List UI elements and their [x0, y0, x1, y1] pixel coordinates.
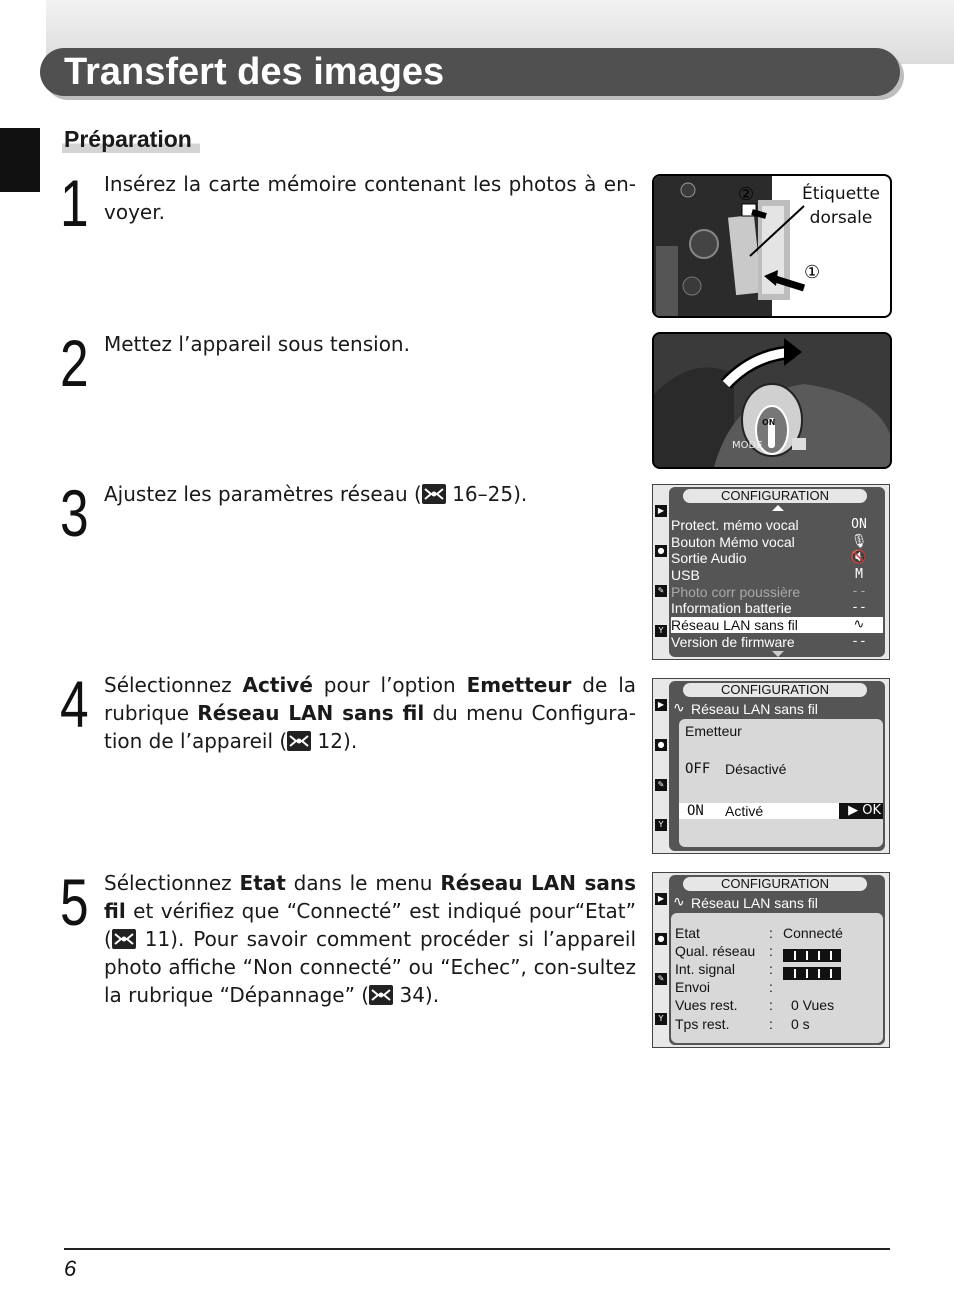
chapter-tab	[0, 128, 40, 192]
setup-tab-icon: Y	[655, 1013, 667, 1025]
setup-tab-icon: Y	[655, 819, 667, 831]
section-heading: Préparation	[62, 126, 200, 153]
frames-value: 0 Vues	[791, 997, 835, 1013]
lcd-screen	[669, 875, 885, 1045]
signal-bars	[783, 963, 841, 982]
camera-card-photo	[652, 174, 892, 318]
time-label: Tps rest.	[675, 1016, 730, 1032]
shooting-tab-icon: ●	[655, 933, 667, 945]
page-ref-icon	[422, 484, 446, 504]
signal-sep: :	[769, 961, 773, 977]
playback-tab-icon: ▶	[655, 699, 667, 711]
menu-row[interactable]: USB M	[671, 567, 863, 583]
menu-row[interactable]: Bouton Mémo vocal 🎙	[671, 534, 868, 550]
scroll-down-icon	[772, 651, 784, 657]
opt-off-label[interactable]: Désactivé	[725, 761, 787, 777]
wireless-icon: ∿	[673, 893, 685, 909]
playback-tab-icon: ▶	[655, 505, 667, 517]
step-number-3: 3	[60, 476, 89, 550]
signal-label: Int. signal	[675, 961, 735, 977]
menu-row[interactable]: Information batterie --	[671, 600, 867, 616]
step-text-5: Sélectionnez Etat dans le menu Réseau LAN sans fil et vérifiez que “Connecté” est indiqué pour“Etat” ( 11). Pour savoir comment procéder si l’appareil photo affiche “Non connecté” ou “Echec”, con-sultez la rubrique “Dépannage” ( 34).	[104, 871, 636, 1007]
quality-bars	[783, 945, 841, 964]
custom-tab-icon: ✎	[655, 973, 667, 985]
step-number-4: 4	[60, 667, 89, 741]
quality-label: Qual. réseau	[675, 943, 756, 959]
wireless-icon: ∿	[673, 699, 685, 715]
frames-sep: :	[769, 997, 773, 1013]
lcd-setup-menu	[652, 484, 890, 660]
page-number: 6	[64, 1256, 77, 1281]
panel-title: Emetteur	[685, 723, 742, 739]
power-switch-illustration	[654, 334, 890, 467]
step-number-2: 2	[60, 326, 89, 400]
step-number-5: 5	[60, 865, 89, 939]
step-text-2: Mettez l’appareil sous tension.	[104, 332, 410, 356]
status-panel	[671, 913, 883, 1043]
time-sep: :	[769, 1016, 773, 1032]
step-text-3: Ajustez les paramètres réseau ( 16–25).	[104, 482, 528, 506]
lcd-header: CONFIGURATION	[683, 489, 867, 503]
custom-tab-icon: ✎	[655, 585, 667, 597]
lcd-screen	[669, 487, 885, 657]
scroll-up-icon	[772, 505, 784, 511]
lcd-header: CONFIGURATION	[683, 683, 867, 697]
status-value: Connecté	[783, 925, 843, 941]
menu-row[interactable]: Protect. mémo vocal ON	[671, 517, 867, 533]
switch-on-label: ON	[762, 418, 776, 427]
opt-on-row[interactable]	[679, 803, 883, 819]
opt-on-label: Activé	[725, 803, 764, 819]
mode-label: MODE	[732, 440, 763, 451]
shooting-tab-icon: ●	[655, 545, 667, 557]
menu-row-selected[interactable]: Réseau LAN sans fil ∿	[671, 617, 883, 633]
footer-rule	[64, 1248, 890, 1250]
opt-off-code: OFF	[685, 761, 711, 777]
page-title: Transfert des images	[64, 51, 445, 93]
callout-2: ②	[738, 184, 755, 205]
opt-on-code: ON	[687, 803, 704, 819]
shooting-tab-icon: ●	[655, 739, 667, 751]
ok-button[interactable]: ▶ OK	[839, 803, 883, 819]
lcd-subtitle: Réseau LAN sans fil	[691, 895, 818, 911]
playback-tab-icon: ▶	[655, 893, 667, 905]
lcd-header: CONFIGURATION	[683, 877, 867, 891]
back-label-line1: Étiquette	[802, 184, 880, 204]
step-number-1: 1	[60, 166, 89, 240]
status-label: Etat	[675, 925, 700, 941]
back-label	[794, 182, 888, 230]
page-ref-icon	[287, 731, 311, 751]
callout-1: ①	[804, 262, 821, 283]
send-sep: :	[769, 979, 773, 995]
step-text-1: Insérez la carte mémoire contenant les photos à en-voyer.	[104, 172, 636, 224]
power-switch-photo	[652, 332, 892, 469]
status-sep: :	[769, 925, 773, 941]
send-label: Envoi	[675, 979, 711, 995]
step-text-4: Sélectionnez Activé pour l’option Emetteur de la rubrique Réseau LAN sans fil du menu Configura-tion de l’appareil ( 12).	[104, 673, 637, 753]
setup-tab-icon: Y	[655, 625, 667, 637]
lcd-subtitle: Réseau LAN sans fil	[691, 701, 818, 717]
time-value: 0 s	[791, 1016, 810, 1032]
lcd-screen	[669, 681, 885, 851]
title-bar	[40, 48, 900, 96]
frames-label: Vues rest.	[675, 997, 738, 1013]
back-label-line2: dorsale	[809, 208, 873, 228]
custom-tab-icon: ✎	[655, 779, 667, 791]
lcd-emetteur	[652, 678, 890, 854]
page-ref-icon	[112, 929, 136, 949]
menu-row[interactable]: Version de firmware --	[671, 634, 867, 650]
page-ref-icon	[369, 985, 393, 1005]
option-panel	[679, 719, 883, 847]
quality-sep: :	[769, 943, 773, 959]
menu-row[interactable]: Sortie Audio 🔇	[671, 550, 868, 566]
menu-row: Photo corr poussière --	[671, 584, 867, 600]
lcd-status	[652, 872, 890, 1048]
